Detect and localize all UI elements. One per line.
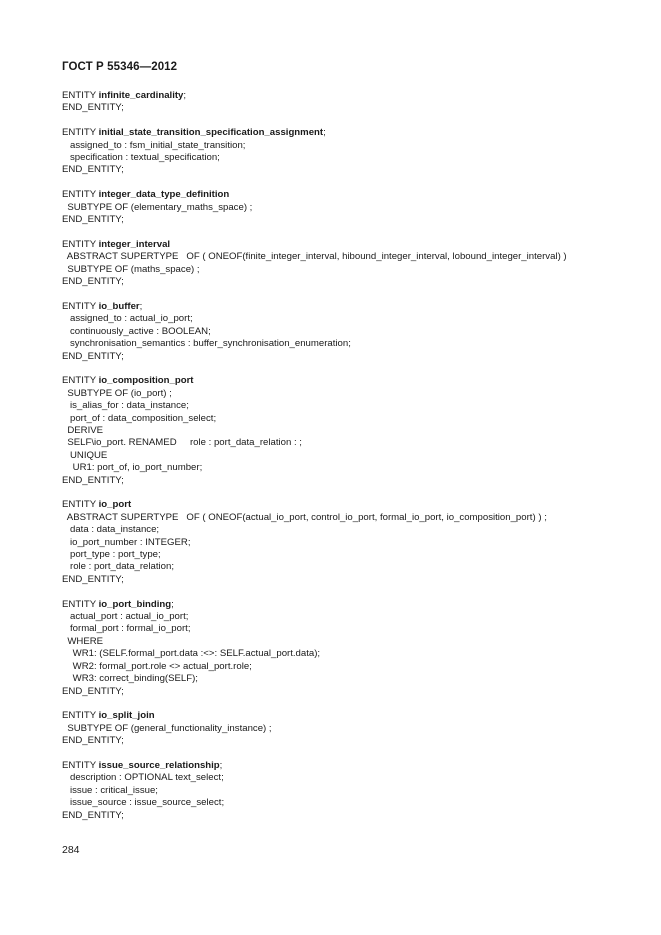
entity-name: io_port xyxy=(98,499,132,511)
document-header: ГОСТ Р 55346—2012 xyxy=(62,61,178,73)
entity-attribute-line: UNIQUE xyxy=(62,449,108,461)
entity-attribute-line: SUBTYPE OF (io_port) ; xyxy=(62,387,172,399)
entity-suffix: ; xyxy=(171,598,174,610)
entity-suffix: ; xyxy=(219,759,223,771)
entity-block xyxy=(62,189,652,226)
entity-declaration xyxy=(62,599,652,611)
entity-attribute-line: port_of : data_composition_select; xyxy=(62,412,217,424)
entity-attribute-line: actual_port : actual_io_port; xyxy=(62,611,189,623)
entity-keyword: ENTITY xyxy=(62,300,96,312)
entity-attribute-line: port_type : port_type; xyxy=(62,549,161,561)
entity-attribute-line: issue : critical_issue; xyxy=(62,784,158,796)
entity-end: END_ENTITY; xyxy=(62,809,124,821)
entity-end: END_ENTITY; xyxy=(62,164,124,176)
entity-attribute-line: ABSTRACT SUPERTYPE OF ( ONEOF(finite_integer_interval, hibound_integer_interval, lobound_integer_interval) ) xyxy=(62,251,567,263)
entity-end: END_ENTITY; xyxy=(62,474,124,486)
entity-attribute-line: UR1: port_of, io_port_number; xyxy=(62,462,203,474)
entity-block xyxy=(62,710,652,747)
entity-suffix: ; xyxy=(139,300,143,312)
entity-keyword: ENTITY xyxy=(62,499,96,511)
entity-declaration xyxy=(62,239,652,251)
entity-attribute-line: specification : textual_specification; xyxy=(62,152,220,164)
entity-end: END_ENTITY; xyxy=(62,573,124,585)
entity-attribute-line: WR2: formal_port.role <> actual_port.role; xyxy=(62,660,252,672)
entity-declaration xyxy=(62,499,652,511)
entity-declaration xyxy=(62,189,652,201)
entity-keyword: ENTITY xyxy=(62,127,96,139)
entity-attribute-line: ABSTRACT SUPERTYPE OF ( ONEOF(actual_io_port, control_io_port, formal_io_port, io_composition_port) ) ; xyxy=(62,511,547,523)
entity-name: initial_state_transition_specification_assignment xyxy=(98,127,324,139)
entity-keyword: ENTITY xyxy=(62,189,96,201)
entity-suffix: ; xyxy=(183,90,187,101)
entity-block xyxy=(62,301,652,363)
entity-keyword: ENTITY xyxy=(62,598,96,610)
entity-attribute-line: formal_port : formal_io_port; xyxy=(62,623,191,635)
entity-end: END_ENTITY; xyxy=(62,276,124,288)
entity-name: io_split_join xyxy=(98,710,155,722)
entity-block xyxy=(62,375,652,487)
entity-attribute-line: SELF\io_port. RENAMED role : port_data_relation : ; xyxy=(62,437,302,449)
entity-attribute-line: description : OPTIONAL text_select; xyxy=(62,772,224,784)
entity-keyword: ENTITY xyxy=(62,90,96,101)
entity-attribute-line: assigned_to : fsm_initial_state_transition; xyxy=(62,139,246,151)
entity-declaration xyxy=(62,375,652,387)
entity-attribute-line: assigned_to : actual_io_port; xyxy=(62,313,193,325)
entity-keyword: ENTITY xyxy=(62,238,96,250)
entity-end: END_ENTITY; xyxy=(62,685,124,697)
entity-attribute-line: SUBTYPE OF (general_functionality_instance) ; xyxy=(62,722,272,734)
entity-end: END_ENTITY; xyxy=(62,214,124,226)
entity-attribute-line: SUBTYPE OF (maths_space) ; xyxy=(62,263,200,275)
entity-name: integer_data_type_definition xyxy=(98,189,230,201)
entity-declaration xyxy=(62,90,652,102)
entity-keyword: ENTITY xyxy=(62,710,96,722)
entity-block xyxy=(62,760,652,822)
entity-attribute-line: SUBTYPE OF (elementary_maths_space) ; xyxy=(62,201,253,213)
entity-name: io_port_binding xyxy=(98,598,172,610)
entity-suffix: ; xyxy=(323,127,326,139)
entity-keyword: ENTITY xyxy=(62,759,96,771)
entity-name: io_composition_port xyxy=(98,375,194,387)
entity-block xyxy=(62,127,652,177)
entity-declaration xyxy=(62,127,652,139)
entity-attribute-line: is_alias_for : data_instance; xyxy=(62,400,189,412)
express-schema-listing xyxy=(62,90,652,834)
entity-attribute-line: synchronisation_semantics : buffer_synchronisation_enumeration; xyxy=(62,338,351,350)
entity-attribute-line: WHERE xyxy=(62,635,104,647)
entity-block xyxy=(62,90,652,115)
entity-declaration xyxy=(62,301,652,313)
entity-attribute-line: issue_source : issue_source_select; xyxy=(62,797,225,809)
entity-name: io_buffer xyxy=(98,300,140,312)
entity-block xyxy=(62,239,652,289)
entity-attribute-line: continuously_active : BOOLEAN; xyxy=(62,325,211,337)
entity-declaration xyxy=(62,710,652,722)
entity-end: END_ENTITY; xyxy=(62,350,124,362)
entity-end: END_ENTITY; xyxy=(62,735,124,747)
entity-attribute-line: role : port_data_relation; xyxy=(62,561,174,573)
entity-name: infinite_cardinality xyxy=(98,90,184,101)
entity-attribute-line: io_port_number : INTEGER; xyxy=(62,536,191,548)
entity-attribute-line: WR3: correct_binding(SELF); xyxy=(62,673,198,685)
entity-keyword: ENTITY xyxy=(62,375,96,387)
entity-block xyxy=(62,499,652,586)
page-number: 284 xyxy=(62,844,80,856)
entity-name: issue_source_relationship xyxy=(98,759,220,771)
entity-attribute-line: data : data_instance; xyxy=(62,524,160,536)
entity-declaration xyxy=(62,760,652,772)
entity-attribute-line: WR1: (SELF.formal_port.data :<>: SELF.actual_port.data); xyxy=(62,648,321,660)
entity-block xyxy=(62,599,652,698)
entity-name: integer_interval xyxy=(98,238,171,250)
entity-end: END_ENTITY; xyxy=(62,102,124,114)
entity-attribute-line: DERIVE xyxy=(62,424,104,436)
